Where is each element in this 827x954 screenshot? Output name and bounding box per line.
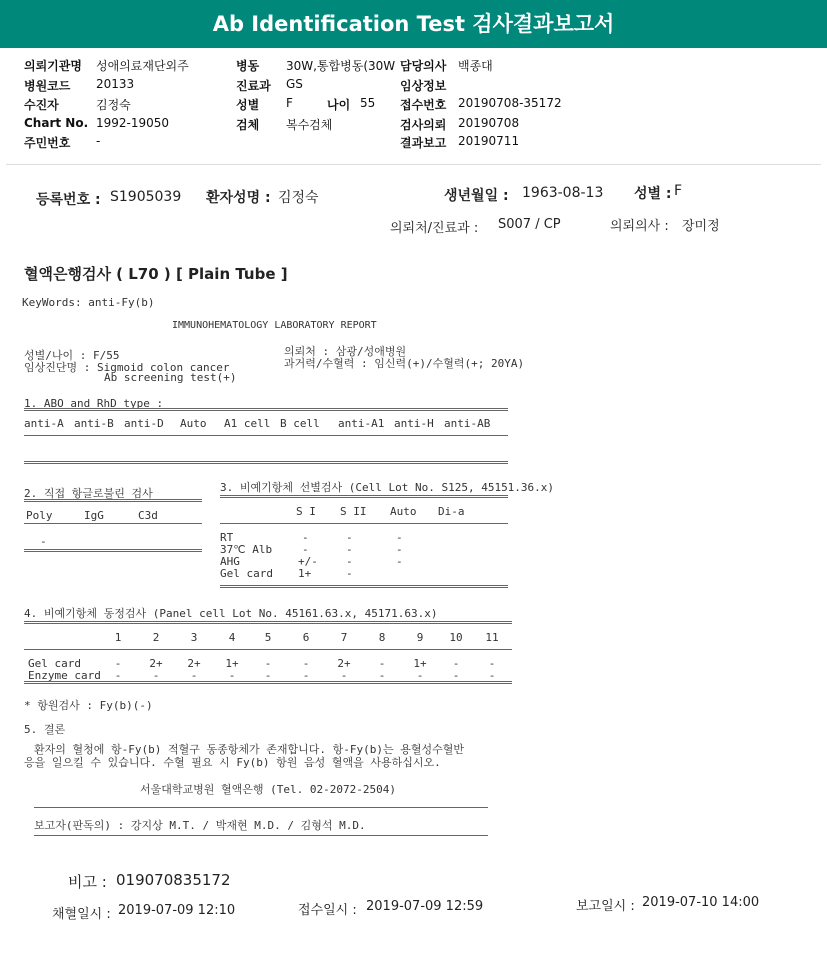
report-document xyxy=(6,164,821,945)
receipt-label: 접수번호 xyxy=(400,98,447,112)
specimen-label: 검체 xyxy=(236,118,260,132)
sec3-col-header: Di-a xyxy=(438,505,465,518)
sec4-col-header: 9 xyxy=(416,631,424,644)
institution-value: 성애의료재단외주 xyxy=(96,59,189,73)
sec1-col-header: anti-D xyxy=(124,417,164,430)
sex2-value: F xyxy=(674,183,683,199)
sec4-col-header: 3 xyxy=(190,631,198,644)
sec1-col-header: B cell xyxy=(280,417,320,430)
report-time-label: 보고일시 : xyxy=(576,899,635,914)
sex-label: 성별 xyxy=(236,98,260,112)
report-title: Ab Identification Test 검사결과보고서 xyxy=(0,0,827,48)
recipient-value: 김정숙 xyxy=(96,98,131,112)
sec1-col-header: Auto xyxy=(180,417,207,430)
sec4-cell: - xyxy=(416,669,424,682)
sec3-row-label: AHG xyxy=(220,555,240,568)
institution-label: 의뢰기관명 xyxy=(24,59,82,73)
sec4-rule-mid xyxy=(24,649,512,650)
dept-label: 진료과 xyxy=(236,79,271,93)
sec3-cell: 1+ xyxy=(298,567,312,580)
age-label: 나이 xyxy=(327,98,351,112)
collect-value: 2019-07-09 12:10 xyxy=(118,903,236,918)
doctor2-label: 의뢰의사 : xyxy=(610,219,669,234)
sec3-rule-bottom xyxy=(220,585,508,588)
specimen-value: 복수검체 xyxy=(286,118,333,132)
sec3-cell: - xyxy=(346,531,353,544)
reporter-rule-bottom xyxy=(34,835,488,836)
sex2-label: 성별 : xyxy=(634,186,672,202)
sec4-col-header: 4 xyxy=(228,631,236,644)
collect-label: 채혈일시 : xyxy=(52,907,111,922)
conclusion-line-1: 환자의 혈청에 항-Fy(b) 적혈구 동종항체가 존재합니다. 항-Fy(b)는 용혈성수혈반 xyxy=(34,743,464,756)
dept2-label: 의뢰처/진료과 : xyxy=(390,221,479,236)
sec2-rule-bottom xyxy=(24,549,202,552)
clinical-label: 임상정보 xyxy=(400,79,447,93)
sec4-cell: - xyxy=(452,657,460,670)
sec4-cell: 2+ xyxy=(149,657,163,670)
sec4-col-header: 6 xyxy=(302,631,310,644)
chart-value: 1992-19050 xyxy=(96,116,170,130)
reporter-rule-top xyxy=(34,807,488,808)
sec3-title: 3. 비예기항체 선별검사 (Cell Lot No. S125, 45151.36.x) xyxy=(220,481,555,494)
sec4-cell: - xyxy=(378,657,386,670)
receive-value: 2019-07-09 12:59 xyxy=(366,899,484,914)
sec1-col-header: anti-A1 xyxy=(338,417,385,430)
note-value: 019070835172 xyxy=(116,871,231,889)
sec1-col-header: anti-B xyxy=(74,417,114,430)
diag-line2: Ab screening test(+) xyxy=(104,371,237,384)
sec3-cell: - xyxy=(396,555,403,568)
sec4-row-label: Enzyme card xyxy=(28,669,101,682)
sec4-cell: 1+ xyxy=(413,657,427,670)
sec2-title: 2. 직접 항글로불린 검사 xyxy=(24,487,153,500)
sec3-col-header: S II xyxy=(340,505,367,518)
sec4-cell: - xyxy=(264,669,272,682)
report-time-value: 2019-07-10 14:00 xyxy=(642,895,760,910)
keywords: KeyWords: anti-Fy(b) xyxy=(22,296,155,309)
sec3-cell: +/- xyxy=(298,555,318,568)
request-label: 검사의뢰 xyxy=(400,118,447,132)
sec4-cell: - xyxy=(228,669,236,682)
sec2-rule-mid xyxy=(24,523,202,524)
sec3-row-label: 37℃ Alb xyxy=(220,543,273,556)
sec4-col-header: 1 xyxy=(114,631,122,644)
sec4-rule-bottom xyxy=(24,681,512,684)
sec4-cell: - xyxy=(452,669,460,682)
dob-label: 생년월일 : xyxy=(444,188,509,204)
lab-title: IMMUNOHEMATOLOGY LABORATORY REPORT xyxy=(172,320,377,331)
dept-value: GS xyxy=(286,77,303,91)
sec4-col-header: 10 xyxy=(449,631,463,644)
sec2-rule-top xyxy=(24,499,202,502)
result-label: 결과보고 xyxy=(400,136,447,150)
conclusion-line-2: 응을 일으킬 수 있습니다. 수혈 필요 시 Fy(b) 항원 음성 혈액을 사용하십시오. xyxy=(24,756,441,769)
sec1-col-header: anti-A xyxy=(24,417,64,430)
sex-value: F xyxy=(286,96,293,110)
receive-label: 접수일시 : xyxy=(298,903,357,918)
sex-age-line: 성별/나이 : F/55 xyxy=(24,349,120,362)
report-heading: 혈액은행검사 ( L70 ) [ Plain Tube ] xyxy=(24,265,288,283)
sec3-cell: - xyxy=(346,555,353,568)
sec4-cell: - xyxy=(302,669,310,682)
sec2-col-header: C3d xyxy=(138,509,158,522)
sec3-cell: - xyxy=(396,543,403,556)
sec4-cell: - xyxy=(114,669,122,682)
sec3-rule-top xyxy=(220,495,508,498)
sec4-cell: - xyxy=(340,669,348,682)
sec4-rule-top xyxy=(24,621,512,624)
age-value: 55 xyxy=(360,96,376,110)
sec3-row-label: Gel card xyxy=(220,567,273,580)
code-value: 20133 xyxy=(96,77,135,91)
receipt-value: 20190708-35172 xyxy=(458,96,562,110)
sec1-title: 1. ABO and RhD type : xyxy=(24,397,164,410)
sec4-cell: 1+ xyxy=(225,657,239,670)
note-label: 비고 : xyxy=(68,873,107,891)
antigen-line: * 항원검사 : Fy(b)(-) xyxy=(24,699,153,712)
doctor-value: 백종대 xyxy=(458,59,493,73)
blood-bank-line: 서울대학교병원 혈액은행 (Tel. 02-2072-2504) xyxy=(140,783,396,796)
sec4-cell: - xyxy=(488,657,496,670)
sec4-row-label: Gel card xyxy=(28,657,81,670)
sec4-col-header: 11 xyxy=(485,631,499,644)
rrn-label: 주민번호 xyxy=(24,136,71,150)
sec3-cell: - xyxy=(346,567,353,580)
sec4-cell: - xyxy=(264,657,272,670)
history-line: 과거력/수혈력 : 임신력(+)/수혈력(+; 20YA) xyxy=(284,357,525,370)
sec3-cell: - xyxy=(302,531,309,544)
result-value: 20190711 xyxy=(458,134,520,148)
sec4-cell: - xyxy=(378,669,386,682)
sec3-rule-mid xyxy=(220,523,508,524)
dept2-value: S007 / CP xyxy=(498,217,561,232)
recipient-label: 수진자 xyxy=(24,98,59,112)
sec2-col-header: IgG xyxy=(84,509,104,522)
sec2-poly-value: - xyxy=(40,535,47,548)
reporter-line: 보고자(판독의) : 강지상 M.T. / 박재현 M.D. / 김형석 M.D. xyxy=(34,819,366,832)
dob-value: 1963-08-13 xyxy=(522,185,604,201)
sec4-cell: - xyxy=(488,669,496,682)
doctor2-value: 장미정 xyxy=(682,219,720,234)
sec3-row-label: RT xyxy=(220,531,234,544)
sec4-cell: - xyxy=(190,669,198,682)
sec4-cell: - xyxy=(302,657,310,670)
reg-value: S1905039 xyxy=(110,189,182,205)
sec4-cell: - xyxy=(114,657,122,670)
request-value: 20190708 xyxy=(458,116,520,130)
patient-value: 김정숙 xyxy=(278,190,319,206)
sec1-rule-mid xyxy=(24,435,508,436)
sec4-cell: 2+ xyxy=(187,657,201,670)
sec1-col-header: anti-AB xyxy=(444,417,491,430)
rrn-value: - xyxy=(96,134,101,148)
ward-label: 병동 xyxy=(236,59,260,73)
sec4-col-header: 5 xyxy=(264,631,272,644)
chart-label: Chart No. xyxy=(24,116,89,130)
patient-label: 환자성명 : xyxy=(206,190,271,206)
reg-label: 등록번호 : xyxy=(36,192,101,208)
sec4-cell: - xyxy=(152,669,160,682)
diag-line: 임상진단명 : Sigmoid colon cancer xyxy=(24,361,230,374)
ward-value: 30W,통합병동(30W xyxy=(286,59,396,73)
sec4-cell: 2+ xyxy=(337,657,351,670)
sec2-col-header: Poly xyxy=(26,509,53,522)
sec1-col-header: A1 cell xyxy=(224,417,271,430)
sec3-col-header: Auto xyxy=(390,505,417,518)
sec1-rule-bottom xyxy=(24,461,508,464)
requester-line: 의뢰처 : 삼광/성애병원 xyxy=(284,345,407,358)
sec3-cell: - xyxy=(346,543,353,556)
code-label: 병원코드 xyxy=(24,79,71,93)
sec4-title: 4. 비예기항체 동정검사 (Panel cell Lot No. 45161.63.x, 45171.63.x) xyxy=(24,607,438,620)
sec5-title: 5. 결론 xyxy=(24,723,66,736)
sec4-col-header: 8 xyxy=(378,631,386,644)
sec3-cell: - xyxy=(396,531,403,544)
sec4-col-header: 7 xyxy=(340,631,348,644)
doctor-label: 담당의사 xyxy=(400,59,447,73)
sec1-rule-top xyxy=(24,408,508,411)
sec4-col-header: 2 xyxy=(152,631,160,644)
sec1-col-header: anti-H xyxy=(394,417,434,430)
sec3-col-header: S I xyxy=(296,505,316,518)
sec3-cell: - xyxy=(302,543,309,556)
